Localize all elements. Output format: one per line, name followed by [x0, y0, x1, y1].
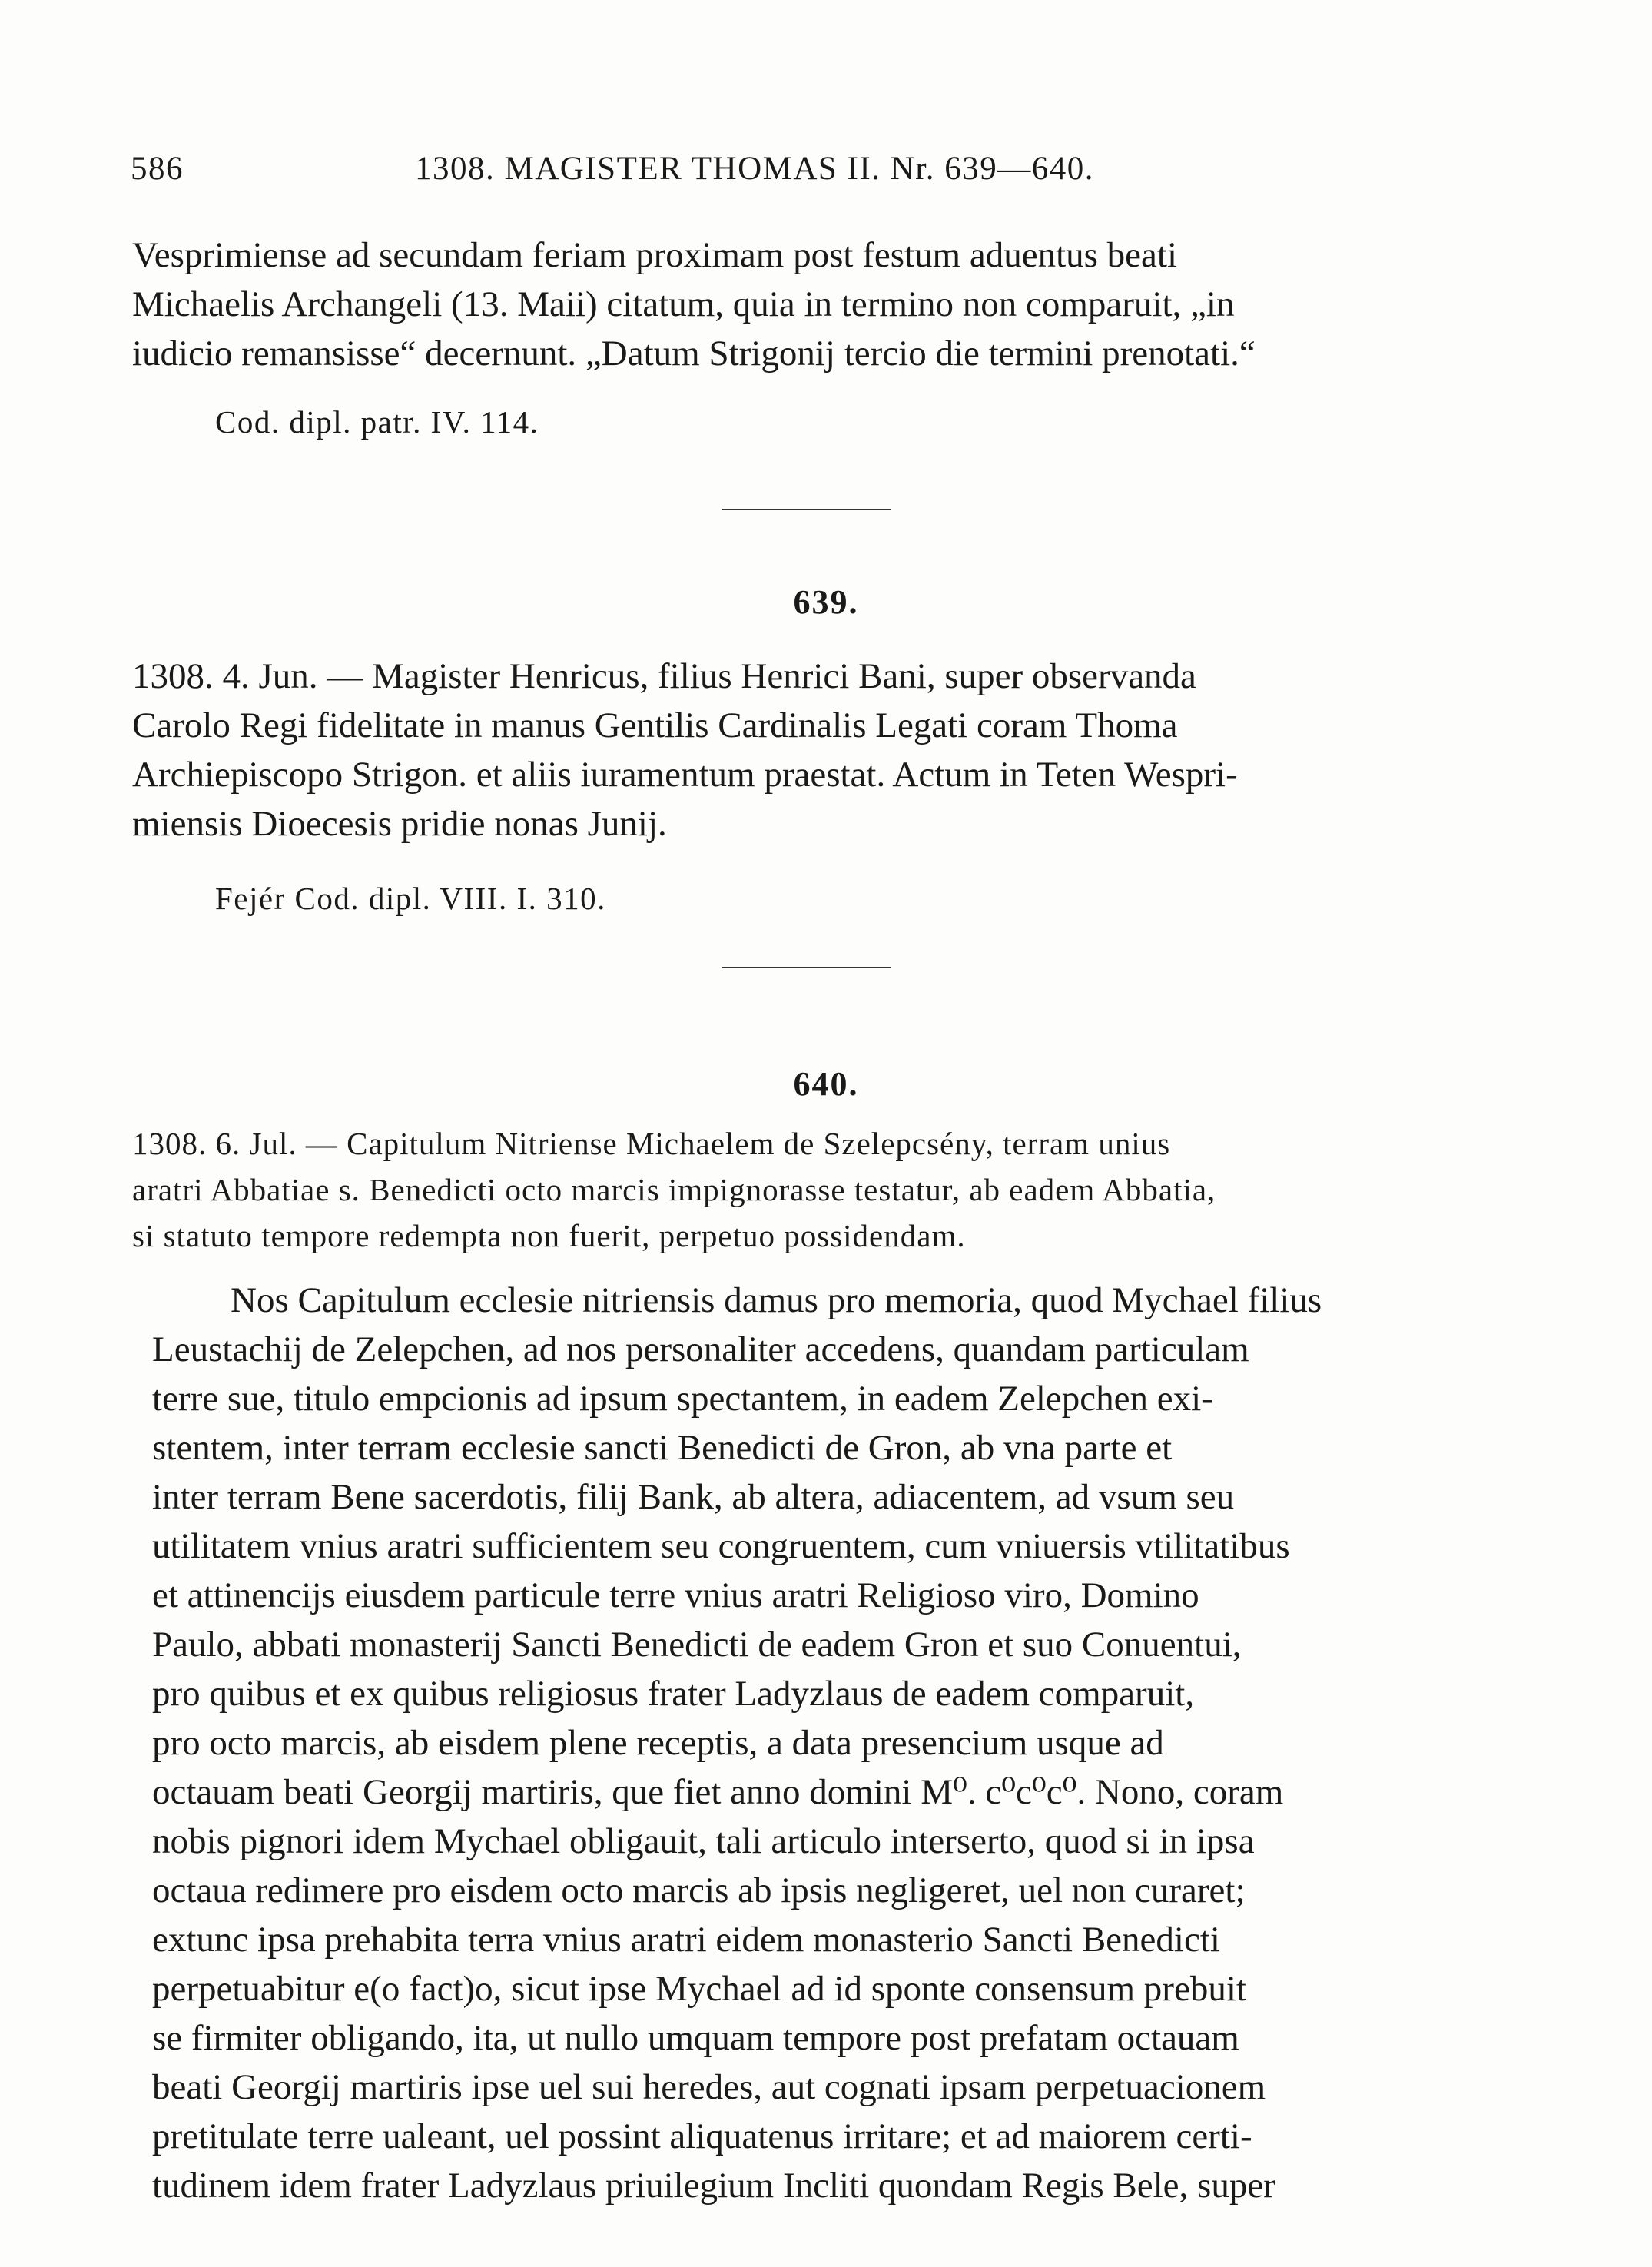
source-citation: Cod. dipl. patr. IV. 114. — [215, 404, 539, 440]
text-line: Carolo Regi fidelitate in manus Gentilis Cardinalis Legati coram Thoma — [132, 705, 1178, 745]
text-line: Michaelis Archangeli (13. Maii) citatum, quia in termino non comparuit, „in — [132, 284, 1235, 324]
text-line: pretitulate terre ualeant, uel possint aliquatenus irritare; et ad maiorem certi- — [152, 2116, 1252, 2156]
text-line: 1308. 6. Jul. — Capitulum Nitriense Michaelem de Szelepcsény, terram unius — [132, 1126, 1171, 1161]
text-line: Archiepiscopo Strigon. et aliis iuramentum praestat. Actum in Teten Wespri- — [132, 755, 1238, 795]
text-line: perpetuabitur e(o fact)o, sicut ipse Mychael ad id sponte consensum prebuit — [152, 1969, 1246, 2009]
regest-640 — [132, 1120, 1492, 1259]
regest-639 — [132, 652, 1492, 848]
text-line: se firmiter obligando, ita, ut nullo umquam tempore post prefatam octauam — [152, 2018, 1239, 2058]
text-line: terre sue, titulo empcionis ad ipsum spectantem, in eadem Zelepchen exi- — [152, 1379, 1213, 1419]
text-line: aratri Abbatiae s. Benedicti octo marcis impignorasse testatur, ab eadem Abbatia, — [132, 1172, 1216, 1207]
text-line: iudicio remansisse“ decernunt. „Datum Strigonij tercio die termini prenotati.“ — [132, 334, 1256, 373]
text-line: et attinencijs eiusdem particule terre vnius aratri Religioso viro, Domino — [152, 1575, 1199, 1615]
continuation-text — [132, 231, 1492, 378]
text-line: inter terram Bene sacerdotis, filij Bank, ab altera, adiacentem, ad vsum seu — [152, 1477, 1235, 1517]
section-divider — [722, 509, 891, 510]
entry-number-639: 639. — [793, 583, 859, 621]
section-divider — [722, 967, 891, 968]
text-line: si statuto tempore redempta non fuerit, perpetuo possidendam. — [132, 1218, 966, 1253]
text-line: miensis Dioecesis pridie nonas Junij. — [132, 804, 667, 844]
text-line: Nos Capitulum ecclesie nitriensis damus pro memoria, quod Mychael filius — [231, 1280, 1322, 1320]
text-line: pro quibus et ex quibus religiosus frater Ladyzlaus de eadem comparuit, — [152, 1674, 1195, 1714]
text-line: Vesprimiense ad secundam feriam proximam post festum aduentus beati — [132, 235, 1178, 275]
text-line: tudinem idem frater Ladyzlaus priuilegium Incliti quondam Regis Bele, super — [152, 2166, 1275, 2206]
text-line: Paulo, abbati monasterij Sancti Benedicti de eadem Gron et suo Conuentui, — [152, 1625, 1242, 1665]
page-number: 586 — [131, 151, 184, 187]
text-line: Leustachij de Zelepchen, ad nos personaliter accedens, quandam particulam — [152, 1329, 1249, 1369]
text-line: octauam beati Georgij martiris, que fiet anno domini M⁰. c⁰c⁰c⁰. Nono, coram — [152, 1772, 1284, 1812]
text-line: 1308. 4. Jun. — Magister Henricus, filius Henrici Bani, super observanda — [132, 656, 1196, 696]
running-title: 1308. MAGISTER THOMAS II. Nr. 639—640. — [415, 151, 1094, 187]
entry-number-640: 640. — [793, 1065, 859, 1103]
text-line: stentem, inter terram ecclesie sancti Benedicti de Gron, ab vna parte et — [152, 1428, 1173, 1468]
text-line: beati Georgij martiris ipse uel sui heredes, aut cognati ipsam perpetuacionem — [152, 2067, 1266, 2107]
source-citation: Fejér Cod. dipl. VIII. I. 310. — [215, 881, 606, 916]
text-line: octaua redimere pro eisdem octo marcis ab ipsis negligeret, uel non curaret; — [152, 1870, 1246, 1910]
text-line: nobis pignori idem Mychael obligauit, tali articulo interserto, quod si in ipsa — [152, 1821, 1255, 1861]
text-line: utilitatem vnius aratri sufficientem seu congruentem, cum vniuersis vtilitatibus — [152, 1526, 1290, 1566]
text-line: extunc ipsa prehabita terra vnius aratri eidem monasterio Sancti Benedicti — [152, 1920, 1220, 1960]
text-line: pro octo marcis, ab eisdem plene receptis, a data presencium usque ad — [152, 1723, 1164, 1763]
charter-text-640 — [152, 1276, 1493, 2210]
